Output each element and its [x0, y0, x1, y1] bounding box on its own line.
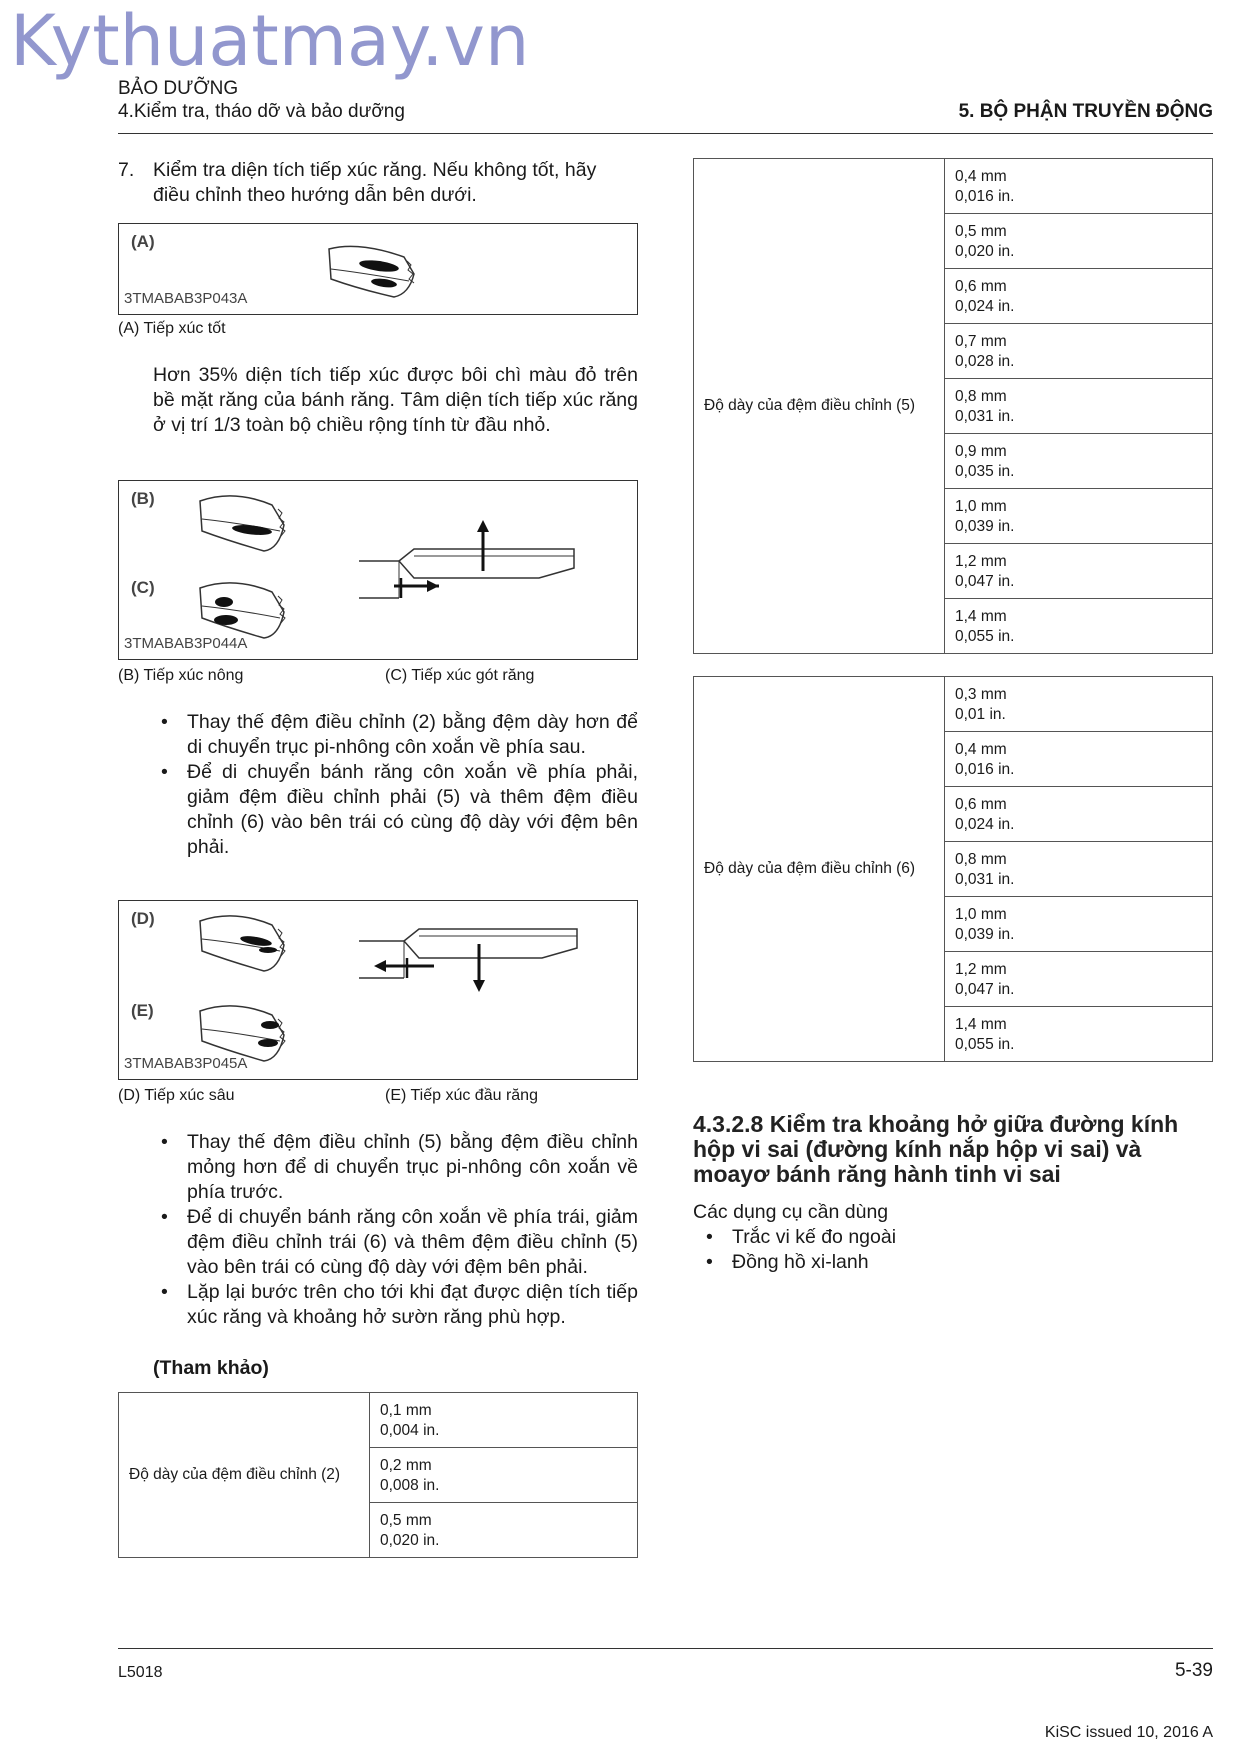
table-cell: 1,0 mm 0,039 in.	[945, 897, 1213, 952]
shim-6-table	[693, 676, 1213, 1062]
table-cell: 1,4 mm 0,055 in.	[945, 1007, 1213, 1062]
shim-adjustment-diagram	[359, 916, 629, 1016]
figure-caption-d: (D) Tiếp xúc sâu	[118, 1087, 235, 1104]
section-heading: 4.3.2.8 Kiểm tra khoảng hở giữa đường kính hộp vi sai (đường kính nắp hộp vi sai) và moayơ bánh răng hành tinh vi sai	[693, 1111, 1179, 1187]
figure-code: 3TMABAB3P045A	[124, 1055, 248, 1072]
shim-2-table	[118, 1392, 638, 1558]
figure-deep-toe-contact	[118, 900, 638, 1080]
tools-label: Các dụng cụ cần dùng	[693, 1201, 889, 1223]
watermark: Kythuatmay.vn	[10, 0, 530, 82]
issue-info: KiSC issued 10, 2016 A	[1044, 1724, 1213, 1741]
adjustment-steps-rear	[155, 710, 638, 860]
table-cell: 0,3 mm 0,01 in.	[945, 677, 1213, 732]
table-cell: 1,0 mm 0,039 in.	[945, 489, 1213, 544]
figure-caption-b: (B) Tiếp xúc nông	[118, 667, 244, 684]
table-cell: 0,4 mm 0,016 in.	[945, 732, 1213, 787]
table-cell: 1,2 mm 0,047 in.	[945, 952, 1213, 1007]
gear-tooth-illustration	[319, 239, 439, 299]
table-row-header: Độ dày của đệm điều chỉnh (5)	[694, 159, 945, 654]
table-row-header: Độ dày của đệm điều chỉnh (2)	[119, 1393, 370, 1558]
table-cell: 0,4 mm 0,016 in.	[945, 159, 1213, 214]
table-cell: 1,2 mm 0,047 in.	[945, 544, 1213, 599]
footer-model: L5018	[118, 1664, 163, 1681]
figure-shallow-heel-contact	[118, 480, 638, 660]
list-item: • Đồng hồ xi-lanh	[700, 1250, 1200, 1275]
list-item: • Thay thế đệm điều chỉnh (5) bằng đệm điều chỉnh mỏng hơn để di chuyển trục pi-nhông côn xoắn về phía trước.	[155, 1130, 638, 1205]
header-chapter-title: 5. BỘ PHẬN TRUYỀN ĐỘNG	[958, 101, 1213, 122]
figure-label-c: (C)	[131, 578, 155, 597]
figure-label-e: (E)	[131, 1001, 154, 1020]
figure-label-d: (D)	[131, 909, 155, 928]
adjustment-steps-front	[155, 1130, 638, 1330]
gear-tooth-illustration	[194, 489, 304, 559]
header-section-title: BẢO DƯỠNG	[118, 78, 239, 99]
shim-5-table	[693, 158, 1213, 654]
table-cell: 0,5 mm 0,020 in.	[945, 214, 1213, 269]
gear-tooth-illustration	[194, 909, 304, 979]
table-cell: 0,2 mm 0,008 in.	[370, 1448, 638, 1503]
shim-adjustment-diagram	[359, 516, 629, 616]
good-contact-description: Hơn 35% diện tích tiếp xúc được bôi chì màu đỏ trên bề mặt răng của bánh răng. Tâm diện tích tiếp xúc răng ở vị trí 1/3 toàn bộ chiều rộng tính từ đầu nhỏ.	[153, 364, 638, 436]
list-item: • Trắc vi kế đo ngoài	[700, 1225, 1200, 1250]
table-cell: 0,1 mm 0,004 in.	[370, 1393, 638, 1448]
table-row-header: Độ dày của đệm điều chỉnh (6)	[694, 677, 945, 1062]
figure-caption-e: (E) Tiếp xúc đầu răng	[385, 1087, 538, 1104]
figure-caption-c: (C) Tiếp xúc gót răng	[385, 667, 535, 684]
figure-good-contact	[118, 223, 638, 315]
list-item: • Thay thế đệm điều chỉnh (2) bằng đệm dày hơn để di chuyển trục pi-nhông côn xoắn về phía sau.	[155, 710, 638, 760]
reference-label: (Tham khảo)	[153, 1357, 269, 1379]
table-cell: 0,8 mm 0,031 in.	[945, 379, 1213, 434]
table-cell: 0,6 mm 0,024 in.	[945, 787, 1213, 842]
step-text: Kiểm tra diện tích tiếp xúc răng. Nếu không tốt, hãy điều chỉnh theo hướng dẫn bên dưới.	[153, 159, 597, 206]
figure-label-b: (B)	[131, 489, 155, 508]
list-item: • Để di chuyển bánh răng côn xoắn về phía trái, giảm đệm điều chỉnh trái (6) và thêm đệm điều chỉnh (5) vào bên trái có cùng độ dày với đệm bên phải.	[155, 1205, 638, 1280]
page-number: 5-39	[1174, 1660, 1213, 1681]
table-cell: 0,5 mm 0,020 in.	[370, 1503, 638, 1558]
footer-rule	[118, 1648, 1213, 1649]
figure-code: 3TMABAB3P044A	[124, 635, 248, 652]
figure-code: 3TMABAB3P043A	[124, 290, 248, 307]
table-cell: 0,6 mm 0,024 in.	[945, 269, 1213, 324]
header-rule	[118, 133, 1213, 134]
step-number: 7.	[118, 159, 135, 181]
figure-caption-a: (A) Tiếp xúc tốt	[118, 320, 226, 337]
header-subsection-title: 4.Kiểm tra, tháo dỡ và bảo dưỡng	[118, 101, 405, 122]
list-item: • Để di chuyển bánh răng côn xoắn về phía phải, giảm đệm điều chỉnh phải (5) và thêm đệm điều chỉnh (6) vào bên trái có cùng độ dày với đệm bên phải.	[155, 760, 638, 860]
table-cell: 1,4 mm 0,055 in.	[945, 599, 1213, 654]
table-cell: 0,9 mm 0,035 in.	[945, 434, 1213, 489]
tools-list	[700, 1225, 1200, 1275]
list-item: • Lặp lại bước trên cho tới khi đạt được diện tích tiếp xúc răng và khoảng hở sườn răng phù hợp.	[155, 1280, 638, 1330]
table-cell: 0,8 mm 0,031 in.	[945, 842, 1213, 897]
figure-label-a: (A)	[131, 232, 155, 251]
table-cell: 0,7 mm 0,028 in.	[945, 324, 1213, 379]
